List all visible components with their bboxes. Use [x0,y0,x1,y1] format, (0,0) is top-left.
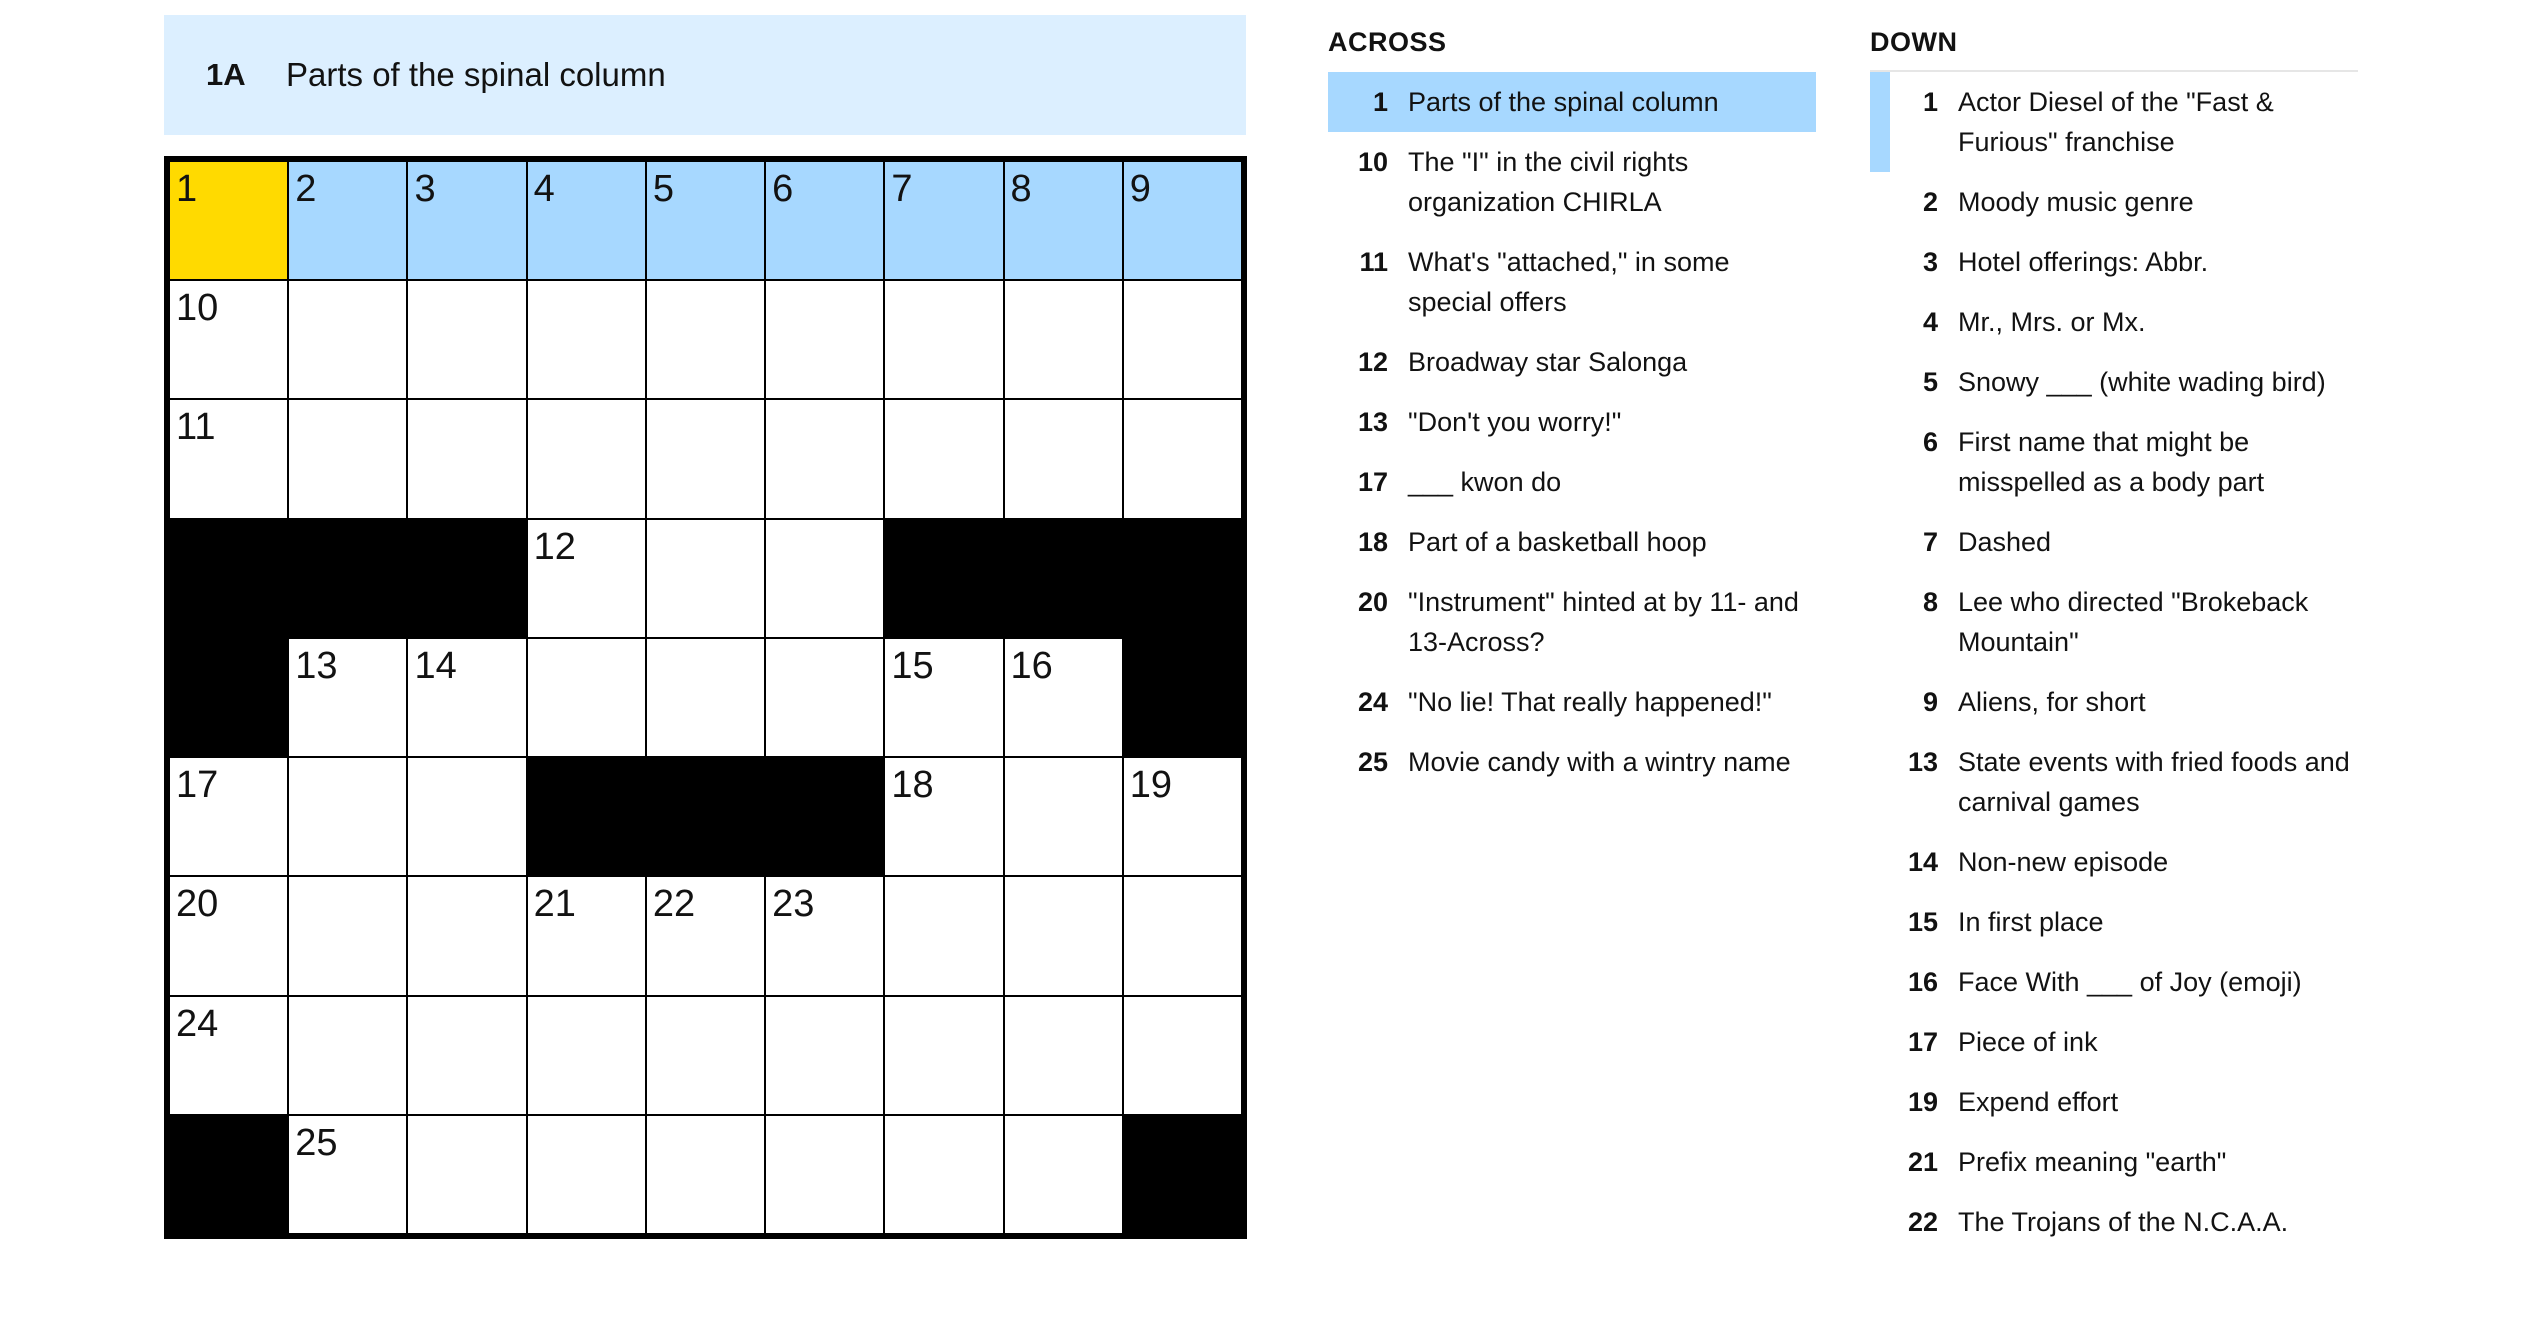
across-clue-items [1328,72,1816,792]
grid-cell[interactable] [289,281,406,398]
grid-cell[interactable] [289,400,406,517]
grid-cell[interactable] [170,997,287,1114]
clue-number: 2 [1922,187,1938,217]
grid-cell[interactable] [1005,639,1122,756]
clue-number: 9 [1922,687,1938,717]
clue-number: 12 [1357,347,1388,377]
cell-number: 10 [176,287,219,330]
grid-cell[interactable] [1124,997,1241,1114]
grid-cell[interactable] [647,639,764,756]
grid-cell-block [766,758,883,875]
clue-text: Movie candy with a wintry name [1408,747,1791,777]
grid-cell[interactable] [289,639,406,756]
grid-cell[interactable] [170,400,287,517]
clue-number: 8 [1922,587,1938,617]
grid-cell[interactable] [766,877,883,994]
grid-cell[interactable] [1005,877,1122,994]
grid-cell[interactable] [528,400,645,517]
clue-number: 16 [1907,967,1938,997]
cell-number: 6 [772,168,794,210]
cell-number: 14 [414,644,457,687]
clue-text: Prefix meaning "earth" [1958,1147,2227,1177]
cell-number: 13 [295,644,338,687]
across-clue-list [1328,22,1816,792]
clue-text: Expend effort [1958,1087,2119,1117]
down-clue-item[interactable] [1870,292,2358,352]
clue-text: "No lie! That really happened!" [1408,687,1772,717]
grid-cell[interactable] [528,281,645,398]
clue-number: 13 [1357,407,1388,437]
down-clue-item[interactable] [1870,1072,2358,1132]
clue-number: 6 [1922,427,1938,457]
grid-cell[interactable] [766,639,883,756]
clue-number: 3 [1922,247,1938,277]
grid-cell[interactable] [528,639,645,756]
grid-cell[interactable] [408,758,525,875]
grid-cell-block [1124,520,1241,637]
down-clue-item[interactable] [1870,72,2358,172]
grid-cell[interactable] [408,281,525,398]
grid-cell[interactable] [766,400,883,517]
grid-cell[interactable] [289,997,406,1114]
clue-number: 13 [1907,747,1938,777]
clue-number: 22 [1907,1207,1938,1237]
current-clue-number: 1A [206,57,246,92]
grid-cell[interactable] [408,1116,525,1233]
clue-text: "Don't you worry!" [1408,407,1622,437]
cell-number: 2 [295,168,317,210]
across-clue-item[interactable] [1328,512,1816,572]
cell-number: 1 [176,168,198,210]
down-clue-list [1870,22,2358,1252]
clue-number: 24 [1357,687,1388,717]
clue-text: The "I" in the civil rights organization CHIRLA [1408,147,1689,217]
across-clue-item[interactable] [1328,132,1816,232]
current-clue-bar[interactable] [164,15,1246,135]
down-clue-item[interactable] [1870,672,2358,732]
across-clue-item[interactable] [1328,572,1816,672]
clue-number: 11 [1359,247,1388,277]
clue-text: Hotel offerings: Abbr. [1958,247,2209,277]
grid-cell[interactable] [408,162,525,279]
across-clue-item[interactable] [1328,232,1816,332]
grid-cell[interactable] [1005,281,1122,398]
grid-cell[interactable] [1124,400,1241,517]
clue-number: 14 [1907,847,1938,877]
grid-cell-block [408,520,525,637]
down-clue-item[interactable] [1870,832,2358,892]
down-clue-item[interactable] [1870,1192,2358,1252]
cell-number: 22 [652,883,696,926]
grid-cell-block [528,758,645,875]
grid-cell[interactable] [647,162,764,279]
cell-number: 16 [1010,644,1053,687]
clue-text: Snowy ___ (white wading bird) [1958,367,2326,397]
grid-cell[interactable] [1124,281,1241,398]
cell-number: 23 [772,883,815,926]
down-clue-item[interactable] [1870,352,2358,412]
grid-cell-block [1124,639,1241,756]
grid-cell-block [647,758,764,875]
grid-cell[interactable] [408,639,525,756]
grid-cell[interactable] [1124,758,1241,875]
grid-cell-block [170,1116,287,1233]
grid-cell[interactable] [170,758,287,875]
grid-cell[interactable] [885,877,1002,994]
grid-cell[interactable] [647,520,764,637]
down-clue-item[interactable] [1870,1132,2358,1192]
grid-cell[interactable] [766,281,883,398]
cell-number: 3 [414,168,436,210]
grid-cell[interactable] [289,162,406,279]
down-clue-items [1870,72,2358,1252]
grid-cell-block [289,520,406,637]
down-clue-item[interactable] [1870,732,2358,832]
grid-cell[interactable] [408,400,525,517]
clue-number: 1 [1922,87,1938,117]
grid-cell[interactable] [528,520,645,637]
clue-text: Dashed [1958,527,2052,557]
clue-text: Parts of the spinal column [1408,87,1719,117]
cell-number: 17 [176,764,219,807]
cell-number: 24 [176,1002,219,1045]
grid-cell[interactable] [647,281,764,398]
grid-cell[interactable] [766,997,883,1114]
cell-number: 11 [176,406,216,449]
clue-text: Mr., Mrs. or Mx. [1958,307,2146,337]
current-clue-text: Parts of the spinal column [286,56,666,93]
grid-cell[interactable] [885,758,1002,875]
grid-cell[interactable] [1005,400,1122,517]
clue-text: "Instrument" hinted at by 11- and 13-Across? [1408,587,1799,657]
grid-cell[interactable] [289,877,406,994]
clue-number: 4 [1922,307,1938,337]
grid-cell[interactable] [647,877,764,994]
clue-text: Aliens, for short [1958,687,2146,717]
clue-number: 7 [1922,527,1938,557]
cell-number: 18 [891,764,934,807]
clue-text: In first place [1958,907,2104,937]
cell-number: 9 [1129,168,1151,210]
clue-number: 17 [1357,467,1388,497]
clue-text: Piece of ink [1958,1027,2098,1057]
down-clue-item[interactable] [1870,172,2358,232]
cell-number: 12 [533,525,576,568]
across-clue-item[interactable] [1328,392,1816,452]
grid-cell-block [170,639,287,756]
grid-cell[interactable] [528,997,645,1114]
across-clue-item[interactable] [1328,72,1816,132]
down-clue-item[interactable] [1870,572,2358,672]
clue-number: 20 [1357,587,1388,617]
cell-number: 8 [1010,168,1032,210]
grid-cell[interactable] [289,758,406,875]
grid-cell[interactable] [885,281,1002,398]
clue-number: 1 [1372,87,1388,117]
clue-text: Non-new episode [1958,847,2169,877]
cell-number: 4 [533,168,555,210]
grid-cell-block [1005,520,1122,637]
clue-text: First name that might be misspelled as a body part [1958,427,2265,497]
cell-number: 20 [176,883,219,926]
down-clue-item[interactable] [1870,232,2358,292]
crossword-grid[interactable] [164,156,1247,1239]
clue-text: ___ kwon do [1408,467,1562,497]
clue-text: Broadway star Salonga [1408,347,1688,377]
grid-cell[interactable] [408,997,525,1114]
clue-text: What's "attached," in some special offers [1408,247,1730,317]
grid-cell[interactable] [647,997,764,1114]
grid-cell[interactable] [885,162,1002,279]
clue-number: 21 [1907,1147,1938,1177]
across-clue-item[interactable] [1328,732,1816,792]
down-clue-item[interactable] [1870,412,2358,512]
grid-cell[interactable] [289,1116,406,1233]
down-clue-item[interactable] [1870,1012,2358,1072]
grid-cell[interactable] [885,997,1002,1114]
clue-text: Lee who directed "Brokeback Mountain" [1958,587,2309,657]
grid-cell[interactable] [766,162,883,279]
clue-number: 19 [1907,1087,1938,1117]
cell-number: 5 [652,168,675,210]
grid-cell[interactable] [1124,877,1241,994]
clue-text: Part of a basketball hoop [1408,527,1707,557]
grid-cell-selected[interactable] [170,162,287,279]
grid-cell[interactable] [170,281,287,398]
clue-text: The Trojans of the N.C.A.A. [1958,1207,2289,1237]
down-clue-item[interactable] [1870,512,2358,572]
grid-cell[interactable] [647,400,764,517]
clue-number: 18 [1357,527,1388,557]
down-title: DOWN [1870,22,2358,72]
grid-cell[interactable] [1005,1116,1122,1233]
grid-cell[interactable] [528,162,645,279]
grid-cell[interactable] [885,1116,1002,1233]
clue-text: State events with fried foods and carnival games [1958,747,2350,817]
cell-number: 21 [533,883,576,926]
cell-number: 15 [891,644,934,687]
grid-cell[interactable] [1005,997,1122,1114]
grid-cell[interactable] [647,1116,764,1233]
grid-cell[interactable] [885,639,1002,756]
cell-number: 7 [891,168,913,210]
grid-cell[interactable] [528,1116,645,1233]
grid-cell[interactable] [766,520,883,637]
grid-cell[interactable] [528,877,645,994]
down-clue-item[interactable] [1870,952,2358,1012]
grid-cell[interactable] [1124,162,1241,279]
grid-cell[interactable] [766,1116,883,1233]
across-clue-item[interactable] [1328,332,1816,392]
grid-cell[interactable] [885,400,1002,517]
cell-number: 19 [1129,764,1173,807]
clue-text: Face With ___ of Joy (emoji) [1958,967,2302,997]
clue-number: 15 [1907,907,1938,937]
grid-cell-block [885,520,1002,637]
grid-cell[interactable] [1005,758,1122,875]
grid-cell-block [1124,1116,1241,1233]
clue-number: 17 [1907,1027,1938,1057]
down-clue-item[interactable] [1870,892,2358,952]
clue-text: Moody music genre [1958,187,2194,217]
across-clue-item[interactable] [1328,452,1816,512]
cell-number: 25 [295,1121,338,1164]
across-clue-item[interactable] [1328,672,1816,732]
grid-cell[interactable] [1005,162,1122,279]
across-title: ACROSS [1328,27,1447,57]
clue-number: 5 [1922,367,1938,397]
clue-number: 10 [1357,147,1388,177]
grid-cell[interactable] [170,877,287,994]
grid-cell-block [170,520,287,637]
clue-number: 25 [1357,747,1388,777]
grid-cell[interactable] [408,877,525,994]
clue-text: Actor Diesel of the "Fast & Furious" franchise [1958,87,2274,157]
